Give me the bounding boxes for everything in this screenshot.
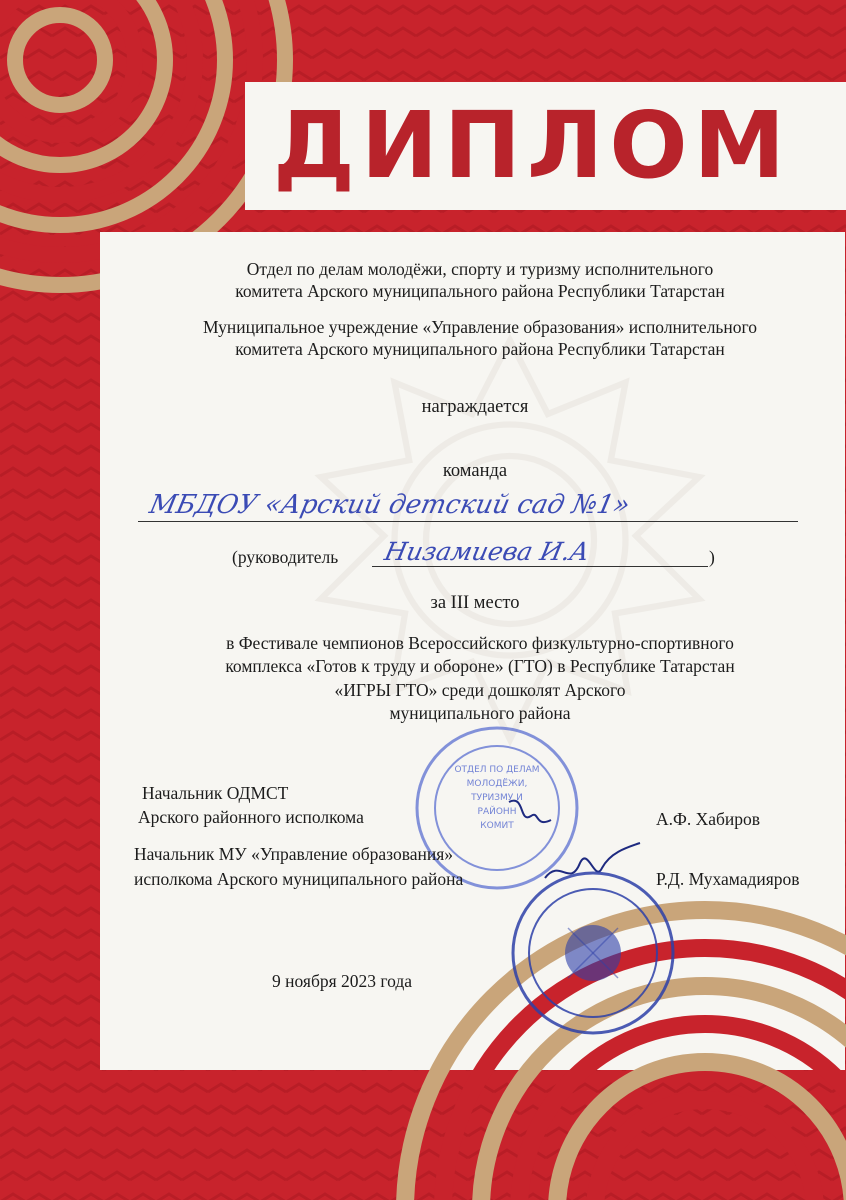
signer1-position-line2: Арского районного исполкома: [138, 807, 364, 827]
leader-close: ): [709, 547, 715, 567]
event-line3: «ИГРЫ ГТО» среди дошколят Арского: [334, 680, 626, 700]
stamp1-text-5: КОМИТ: [480, 821, 514, 831]
org2-line1: Муниципальное учреждение «Управление образования» исполнительного: [202, 317, 758, 337]
leader-name-handwritten: Низамиева И.А: [381, 537, 593, 566]
leader-open: (руководитель: [232, 547, 339, 567]
awarded-label: награждается: [421, 397, 529, 417]
leader-underline: [372, 566, 708, 567]
stamp1-text-3: ТУРИЗМУ И: [471, 793, 523, 803]
signer2-name: Р.Д. Мухамадияров: [656, 869, 800, 889]
org2-line2: комитета Арского муниципального района Республики Татарстан: [235, 339, 725, 359]
diploma-title: ДИПЛОМ: [273, 92, 792, 199]
event-line4: муниципального района: [389, 703, 571, 723]
team-underline: [138, 521, 798, 522]
team-label: команда: [442, 461, 508, 481]
event-line1: в Фестивале чемпионов Всероссийского физкультурно-спортивного: [226, 633, 734, 653]
signer1-position-line1: Начальник ОДМСТ: [142, 783, 289, 803]
org1-line2: комитета Арского муниципального района Республики Татарстан: [235, 281, 725, 301]
stamp1-text-2: МОЛОДЁЖИ,: [466, 779, 528, 789]
stamp-education-department: [508, 868, 678, 1038]
signer2-position-line2: исполкома Арского муниципального района: [134, 869, 464, 889]
signer2-position-line1: Начальник МУ «Управление образования»: [134, 844, 454, 864]
stamp1-text-4: РАЙОНН: [477, 807, 517, 817]
stamp1-text-1: ОТДЕЛ ПО ДЕЛАМ: [454, 765, 540, 775]
place-label: за III место: [430, 593, 520, 613]
signer1-name: А.Ф. Хабиров: [656, 809, 761, 829]
event-line2: комплекса «Готов к труду и обороне» (ГТО) в Республике Татарстан: [225, 656, 735, 676]
org1-line1: Отдел по делам молодёжи, спорту и туризму исполнительного: [246, 259, 714, 279]
team-name-handwritten: МБДОУ «Арский детский сад №1»: [146, 490, 633, 520]
date: 9 ноября 2023 года: [272, 971, 413, 991]
